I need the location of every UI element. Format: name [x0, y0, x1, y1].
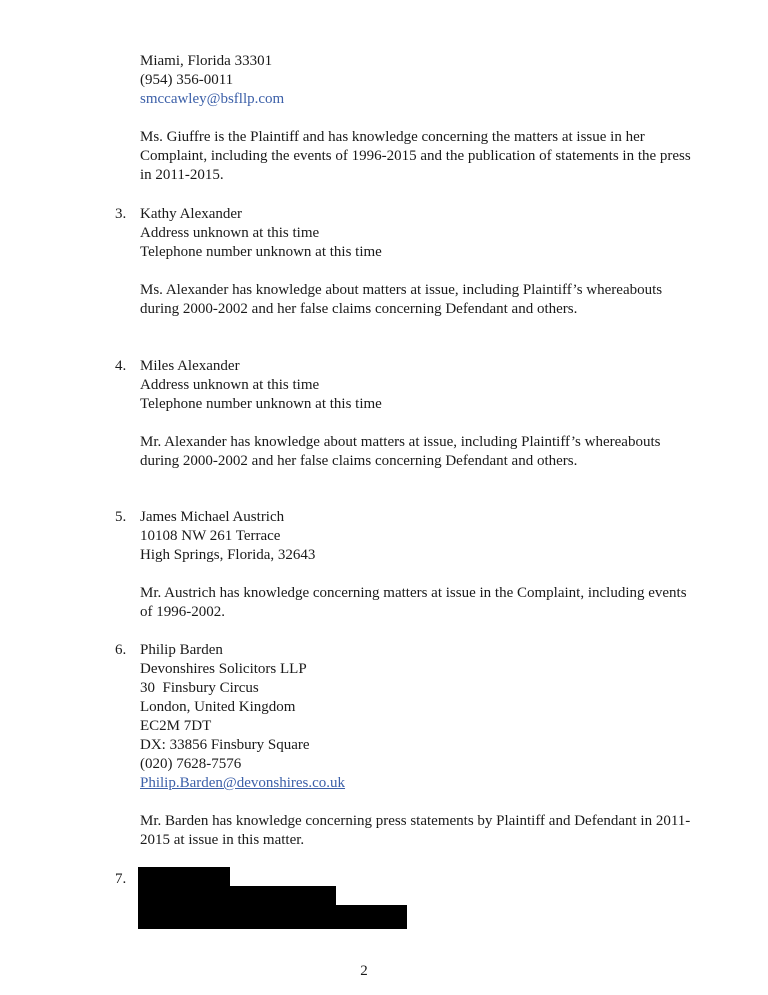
redaction-bar [138, 905, 407, 929]
witness-phone: (020) 7628-7576 [140, 756, 242, 772]
witness-email-link[interactable]: Philip.Barden@devonshires.co.uk [140, 775, 346, 791]
witness-name: Kathy Alexander [140, 206, 243, 222]
witness-entry-philip-barden [140, 641, 700, 850]
witness-street: 30 Finsbury Circus [140, 680, 259, 696]
page-number: 2 [360, 963, 368, 979]
witness-address: Address unknown at this time [140, 377, 320, 393]
witness-description: Mr. Barden has knowledge concerning press statements by Plaintiff and Defendant in 2011-2015 at issue in this matter. [140, 813, 691, 848]
witness-entry-james-austrich [140, 508, 700, 622]
witness-address: Address unknown at this time [140, 225, 320, 241]
witness-name: Miles Alexander [140, 358, 240, 374]
witness-number: 7. [115, 871, 127, 887]
witness-description: Mr. Alexander has knowledge about matters at issue, including Plaintiff’s whereabouts during 2000-2002 and her false claims concerning Defendant and others. [140, 434, 661, 469]
witness-address-line1: 10108 NW 261 Terrace [140, 528, 281, 544]
witness-address-line2: High Springs, Florida, 32643 [140, 547, 316, 563]
witness-description: Ms. Alexander has knowledge about matters at issue, including Plaintiff’s whereabouts during 2000-2002 and her false claims concerning Defendant and others. [140, 282, 663, 317]
witness-firm: Devonshires Solicitors LLP [140, 661, 307, 677]
witness-entry-miles-alexander [140, 357, 700, 471]
witness-phone: Telephone number unknown at this time [140, 244, 382, 260]
top-contact-block [140, 52, 700, 185]
witness-name: James Michael Austrich [140, 509, 285, 525]
witness-number: 5. [115, 509, 127, 525]
witness-entry-kathy-alexander [140, 205, 700, 319]
contact-email-link[interactable]: smccawley@bsfllp.com [140, 91, 285, 107]
contact-phone: (954) 356-0011 [140, 72, 234, 88]
witness-number: 4. [115, 358, 127, 374]
witness-number: 6. [115, 642, 127, 658]
witness-name: Philip Barden [140, 642, 223, 658]
witness-dx: DX: 33856 Finsbury Square [140, 737, 310, 753]
witness-description: Mr. Austrich has knowledge concerning matters at issue in the Complaint, including events of 1996-2002. [140, 585, 687, 620]
witness-number: 3. [115, 206, 127, 222]
contact-description: Ms. Giuffre is the Plaintiff and has knowledge concerning the matters at issue in her Complaint, including the events of 1996-2015 and the publication of statements in the press in 2011-2015. [140, 129, 691, 183]
witness-phone: Telephone number unknown at this time [140, 396, 382, 412]
witness-postcode: EC2M 7DT [140, 718, 212, 734]
witness-city: London, United Kingdom [140, 699, 296, 715]
contact-address: Miami, Florida 33301 [140, 53, 273, 69]
